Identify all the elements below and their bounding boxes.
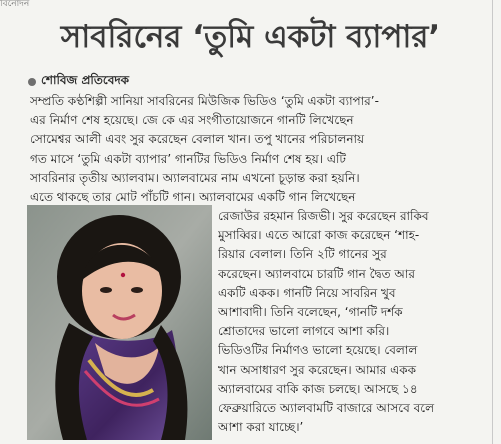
article-body-side [218, 207, 492, 437]
top-strip: বিনোদন [0, 0, 30, 9]
body-side-line-3: রিয়ার বেলাল। তিনি ২টি গানের সুর [218, 247, 387, 262]
body-side-line-8: ভিডিওটির নির্মাণও ভালো হয়েছে। বেলাল [218, 343, 418, 358]
body-full-line-3: সোমেশ্বর আলী এবং সুর করেছেন বেলাল খান। তপু খানের পরিচালনায় [30, 132, 365, 147]
singer-photo [27, 205, 212, 440]
column-rule [492, 0, 493, 444]
body-full-line-5: সাবরিনার তৃতীয় অ্যালবাম। অ্যালবামের নাম এখনো চূড়ান্ত করা হয়নি। [30, 170, 360, 185]
body-full-line-1: সম্প্রতি কণ্ঠশিল্পী সানিয়া সাবরিনের মিউজিক ভিডিও ‘তুমি একটা ব্যাপার’- [30, 94, 379, 108]
body-side-line-10: অ্যালবামের বাকি কাজ চলছে। আসছে ১৪ [218, 381, 418, 396]
body-side-line-6: আশাবাদী। তিনি বলেছেন, ‘গানটি দর্শক [218, 304, 403, 319]
body-side-line-9: খান অসাধারণ সুর করেছেন। আমার একক [218, 362, 417, 377]
body-side-line-2: মুসাব্বির। এতে আরো কাজ করেছেন ‘শাহ- [218, 228, 420, 243]
body-full-line-2: এর নির্মাণ শেষ হয়েছে। জে কে এর সংগীতায়োজনে গানটি লিখেছেন [30, 113, 354, 128]
body-side-line-5: একটি একক। গানটি নিয়ে সাবরিন খুব [218, 285, 396, 300]
body-side-line-1: রেজাউর রহমান রিজভী। সুর করেছেন রাকিব [218, 209, 429, 223]
headline: সাবরিনের ‘তুমি একটা ব্যাপার’ [60, 19, 441, 55]
byline [28, 72, 129, 92]
body-full-line-6: এতে থাকছে তার মোট পাঁচটি গান। অ্যালবামের একটি গান লিখেছেন [30, 189, 356, 204]
body-full-line-4: গত মাসে ‘তুমি একটা ব্যাপার’ গানটির ভিডিও নির্মাণ শেষ হয়। এটি [30, 151, 346, 166]
article-body-full [30, 92, 492, 207]
body-side-line-7: শ্রোতাদের ভালো লাগবে আশা করি। [218, 324, 390, 339]
bullet-icon [28, 78, 36, 86]
body-side-line-11: ফেব্রুয়ারিতে অ্যালবামটি বাজারে আসবে বলে [218, 400, 435, 415]
body-side-line-12: আশা করা যাচ্ছে।’ [218, 420, 304, 435]
body-side-line-4: করেছেন। অ্যালবামে চারটি গান দ্বৈত আর [218, 266, 415, 281]
byline-text: শোবিজ প্রতিবেদক [41, 73, 130, 87]
